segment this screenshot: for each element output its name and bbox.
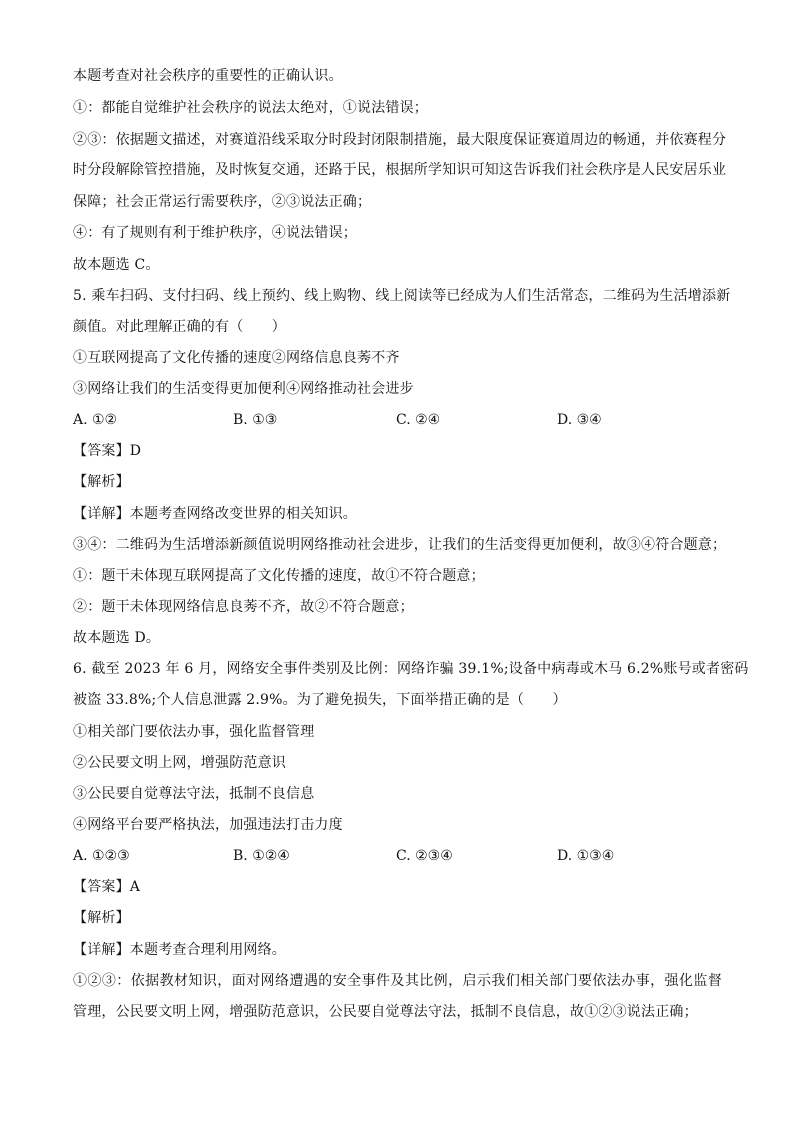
- q5-stem-line-1: 5. 乘车扫码、支付扫码、线上预约、线上购物、线上阅读等已经成为人们生活常态，二维码为生活增添新: [73, 288, 731, 304]
- q5-option-d: D. ③④: [557, 412, 602, 428]
- q6-detail-3: 管理，公民要文明上网，增强防范意识，公民要自觉尊法守法，抵制不良信息，故①②③说法正确；: [73, 1004, 698, 1020]
- q5-statements-1: ①互联网提高了文化传播的速度②网络信息良莠不齐: [73, 350, 400, 366]
- q5-option-b: B. ①③: [233, 412, 278, 428]
- q5-conclusion: 故本题选 D。: [73, 630, 161, 646]
- q6-detail-1: 【详解】本题考查合理利用网络。: [73, 942, 286, 958]
- q5-option-a: A. ①②: [73, 412, 118, 428]
- q6-option-a: A. ①②③: [73, 848, 130, 864]
- q4-analysis-line-3: ②③：依据题文描述，对赛道沿线采取分时段封闭限制措施，最大限度保证赛道周边的畅通，并依赛程分: [73, 132, 727, 148]
- q6-statement-1: ①相关部门要依法办事，强化监督管理: [73, 724, 315, 740]
- q5-option-c: C. ②④: [396, 412, 441, 428]
- q6-statement-4: ④网络平台要严格执法，加强违法打击力度: [73, 817, 343, 833]
- q5-detail-4: ②：题干未体现网络信息良莠不齐，故②不符合题意；: [73, 599, 414, 615]
- q5-detail-1: 【详解】本题考查网络改变世界的相关知识。: [73, 506, 357, 522]
- q6-option-d: D. ①③④: [557, 848, 615, 864]
- q6-option-b: B. ①②④: [233, 848, 290, 864]
- q4-analysis-line-1: 本题考查对社会秩序的重要性的正确认识。: [73, 68, 343, 84]
- q6-detail-2: ①②③：依据教材知识，面对网络遭遇的安全事件及其比例，启示我们相关部门要依法办事，强化监督: [73, 973, 722, 989]
- q6-stem-line-1: 6. 截至 2023 年 6 月，网络安全事件类别及比例：网络诈骗 39.1%;设备中病毒或木马 6.2%账号或者密码: [73, 661, 749, 677]
- q4-analysis-line-5: 保障；社会正常运行需要秩序，②③说法正确；: [73, 194, 372, 210]
- q4-analysis-line-4: 时分段解除管控措施，及时恢复交通，还路于民，根据所学知识可知这告诉我们社会秩序是人民安居乐业: [73, 162, 727, 178]
- q6-option-c: C. ②③④: [396, 848, 453, 864]
- q4-analysis-line-6: ④：有了规则有利于维护秩序，④说法错误；: [73, 225, 357, 241]
- q5-detail-3: ①：题干未体现互联网提高了文化传播的速度，故①不符合题意；: [73, 568, 485, 584]
- q6-answer: 【答案】A: [73, 879, 141, 895]
- q4-analysis-line-2: ①：都能自觉维护社会秩序的说法太绝对，①说法错误；: [73, 100, 428, 116]
- q6-statement-3: ③公民要自觉尊法守法，抵制不良信息: [73, 786, 315, 802]
- q5-statements-2: ③网络让我们的生活变得更加便利④网络推动社会进步: [73, 381, 414, 397]
- q5-stem-line-2: 颜值。对此理解正确的有（ ）: [73, 319, 286, 335]
- q5-detail-2: ③④：二维码为生活增添新颜值说明网络推动社会进步，让我们的生活变得更加便利，故③④符合题意；: [73, 537, 727, 553]
- q5-answer: 【答案】D: [73, 443, 142, 459]
- q6-analysis-label: 【解析】: [73, 910, 130, 926]
- q6-stem-line-2: 被盗 33.8%;个人信息泄露 2.9%。为了避免损失，下面举措正确的是（ ）: [73, 692, 567, 708]
- q4-conclusion: 故本题选 C。: [73, 257, 160, 273]
- q6-statement-2: ②公民要文明上网，增强防范意识: [73, 755, 286, 771]
- q5-analysis-label: 【解析】: [73, 474, 130, 490]
